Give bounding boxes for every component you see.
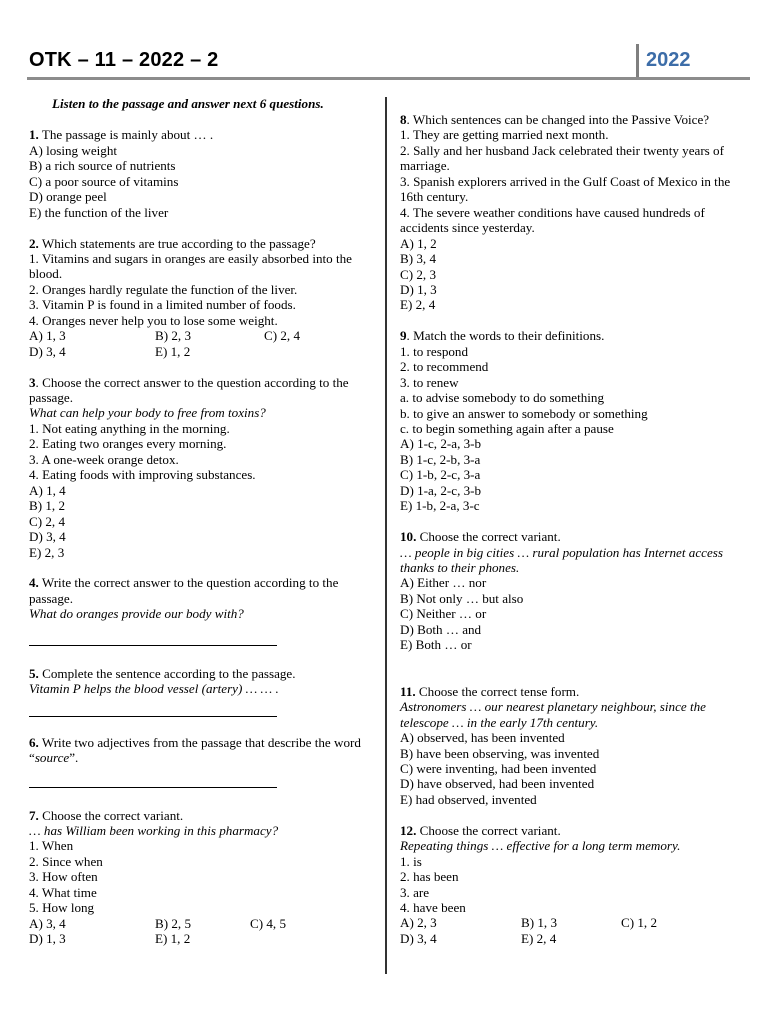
choice-4: 4. have been (400, 900, 466, 916)
word-2: 2. to recommend (400, 359, 489, 375)
answer-row (29, 328, 369, 343)
question-stem: Write two adjectives from the passage that describe the word “ (29, 734, 361, 766)
option-b: B) 1-c, 2-b, 3-a (400, 451, 481, 467)
option-a: A) 3, 4 (29, 915, 66, 931)
option-b: B) a rich source of nutrients (29, 158, 176, 174)
option-d: D) 1, 3 (400, 281, 437, 297)
choice-3: 3. are (400, 884, 430, 900)
statement-2: 2. Oranges hardly regulate the function of the liver. (29, 281, 298, 297)
choice-2: 2. has been (400, 869, 459, 885)
question-5 (29, 666, 369, 717)
choice-3: 3. How often (29, 869, 98, 885)
quote-close: ”. (69, 750, 79, 766)
sentence-3: 3. Spanish explorers arrived in the Gulf Coast of Mexico in the 16th century. (400, 173, 731, 205)
question-stem: . Choose the correct answer to the question according to the passage. (29, 374, 349, 406)
question-number: 8 (400, 112, 407, 127)
answer-row (29, 344, 369, 359)
definition-b: b. to give an answer to somebody or something (400, 405, 648, 421)
question-number: 9 (400, 328, 407, 344)
option-a: A) losing weight (29, 142, 118, 158)
option-a: A) Either … nor (400, 575, 487, 591)
option-a: A) observed, has been invented (400, 730, 565, 746)
choice-4: 4. What time (29, 884, 97, 900)
question-10 (400, 529, 752, 653)
question-8 (400, 112, 752, 313)
answer-row (400, 915, 752, 930)
question-stem: Choose the correct variant. (38, 807, 184, 823)
option-c: C) a poor source of vitamins (29, 173, 179, 189)
option-b: B) have been observing, was invented (400, 745, 600, 761)
option-d: D) orange peel (29, 189, 107, 205)
listening-instruction: Listen to the passage and answer next 6 questions. (52, 96, 324, 111)
option-e: E) the function of the liver (29, 204, 169, 220)
option-b: B) 2, 5 (155, 915, 192, 931)
question-stem: The passage is mainly about … . (38, 127, 214, 143)
option-e: E) 2, 4 (400, 297, 436, 313)
question-number: 6. (29, 734, 39, 750)
option-c: C) 1, 2 (621, 915, 658, 931)
choice-1: 1. Not eating anything in the morning. (29, 420, 230, 436)
option-c: C) 2, 4 (29, 513, 66, 529)
choice-2: 2. Eating two oranges every morning. (29, 436, 227, 452)
question-prompt: … has William been working in this pharmacy? (29, 823, 279, 839)
question-number: 11. (400, 683, 416, 699)
question-number: 1. (29, 127, 39, 143)
page-header (0, 0, 768, 82)
option-b: B) 3, 4 (400, 251, 437, 267)
question-prompt: Repeating things … effective for a long term memory. (400, 838, 681, 854)
question-number: 3 (29, 374, 36, 390)
question-11 (400, 684, 752, 808)
option-d: D) 3, 4 (29, 529, 66, 545)
option-e: E) 2, 4 (521, 930, 557, 946)
option-d: D) 1-a, 2-c, 3-b (400, 482, 482, 498)
question-1 (29, 127, 369, 220)
answer-row (29, 931, 369, 946)
question-7 (29, 808, 369, 947)
header-rule (27, 77, 750, 80)
choice-5: 5. How long (29, 900, 95, 916)
question-stem: Choose the correct variant. (416, 529, 561, 545)
option-e: E) 1, 2 (155, 343, 191, 359)
word-1: 1. to respond (400, 343, 469, 359)
option-d: D) Both … and (400, 621, 482, 637)
question-stem: Choose the correct variant. (416, 822, 561, 838)
option-e: E) 2, 3 (29, 544, 65, 560)
question-prompt: What can help your body to free from toxins? (29, 405, 266, 421)
option-a: A) 1, 3 (29, 328, 66, 344)
answer-line (29, 715, 277, 717)
option-e: E) Both … or (400, 637, 472, 653)
question-number: 7. (29, 807, 39, 823)
option-c: C) 4, 5 (250, 915, 287, 931)
question-stem: . Match the words to their definitions. (406, 328, 605, 344)
answer-row (400, 931, 752, 946)
question-stem: Write the correct answer to the question according to the passage. (29, 575, 339, 606)
option-b: B) 1, 3 (521, 915, 558, 931)
right-column (400, 112, 752, 962)
statement-1: 1. Vitamins and sugars in oranges are easily absorbed into the blood. (29, 251, 352, 282)
exam-year: 2022 (646, 49, 691, 71)
sentence-2: 2. Sally and her husband Jack celebrated their twenty years of marriage. (400, 142, 724, 174)
option-b: B) 1, 2 (29, 498, 66, 514)
question-4 (29, 575, 369, 645)
header-divider (636, 44, 639, 78)
option-c: C) 1-b, 2-c, 3-a (400, 467, 481, 483)
question-number: 4. (29, 575, 39, 591)
question-prompt: Astronomers … our nearest planetary neighbour, since the telescope … in the early 17th century. (400, 699, 706, 730)
choice-3: 3. A one-week orange detox. (29, 451, 179, 467)
option-a: A) 1-c, 2-a, 3-b (400, 436, 482, 452)
question-number: 12. (400, 822, 417, 838)
question-prompt: Vitamin P helps the blood vessel (artery) … … . (29, 681, 279, 697)
left-column (29, 96, 369, 962)
definition-c: c. to begin something again after a pause (400, 421, 614, 436)
question-stem: Complete the sentence according to the passage. (38, 665, 296, 681)
choice-4: 4. Eating foods with improving substances. (29, 467, 256, 483)
answer-line (29, 644, 277, 646)
definition-a: a. to advise somebody to do something (400, 390, 605, 406)
exam-code-title: OTK – 11 – 2022 – 2 (29, 49, 219, 71)
option-e: E) 1-b, 2-a, 3-c (400, 498, 480, 514)
quoted-word: source (34, 750, 70, 766)
option-d: D) have observed, had been invented (400, 776, 595, 792)
question-prompt: … people in big cities … rural population has Internet access thanks to their phones. (400, 544, 723, 576)
sentence-4: 4. The severe weather conditions have caused hundreds of accidents since yesterday. (400, 204, 705, 236)
question-stem: . Which sentences can be changed into the Passive Voice? (406, 112, 710, 127)
column-divider (385, 97, 387, 974)
answer-row (29, 916, 369, 931)
answer-line (29, 786, 277, 788)
option-c: C) 2, 4 (264, 328, 301, 344)
question-2 (29, 236, 369, 360)
option-e: E) 1, 2 (155, 931, 191, 947)
question-9 (400, 328, 752, 513)
option-d: D) 1, 3 (29, 931, 66, 947)
option-a: A) 1, 4 (29, 482, 66, 498)
statement-3: 3. Vitamin P is found in a limited number of foods. (29, 297, 296, 313)
option-e: E) had observed, invented (400, 791, 537, 807)
option-b: B) Not only … but also (400, 590, 524, 606)
sentence-1: 1. They are getting married next month. (400, 127, 609, 143)
question-prompt: What do oranges provide our body with? (29, 606, 244, 622)
option-d: D) 3, 4 (400, 930, 437, 946)
question-stem: Choose the correct tense form. (415, 683, 580, 699)
statement-4: 4. Oranges never help you to lose some weight. (29, 312, 278, 328)
option-a: A) 1, 2 (400, 235, 437, 251)
question-stem: Which statements are true according to the passage? (38, 235, 316, 251)
option-c: C) 2, 3 (400, 266, 437, 282)
option-a: A) 2, 3 (400, 915, 437, 931)
question-3 (29, 375, 369, 560)
choice-1: 1. is (400, 853, 422, 869)
choice-2: 2. Since when (29, 853, 103, 869)
question-number: 5. (29, 665, 39, 681)
option-d: D) 3, 4 (29, 343, 66, 359)
question-number: 2. (29, 235, 39, 251)
option-c: C) were inventing, had been invented (400, 761, 597, 776)
choice-1: 1. When (29, 838, 74, 854)
question-number: 10. (400, 529, 417, 545)
word-3: 3. to renew (400, 374, 459, 390)
question-12 (400, 823, 752, 947)
question-6 (29, 735, 369, 788)
option-c: C) Neither … or (400, 606, 487, 622)
option-b: B) 2, 3 (155, 328, 192, 344)
